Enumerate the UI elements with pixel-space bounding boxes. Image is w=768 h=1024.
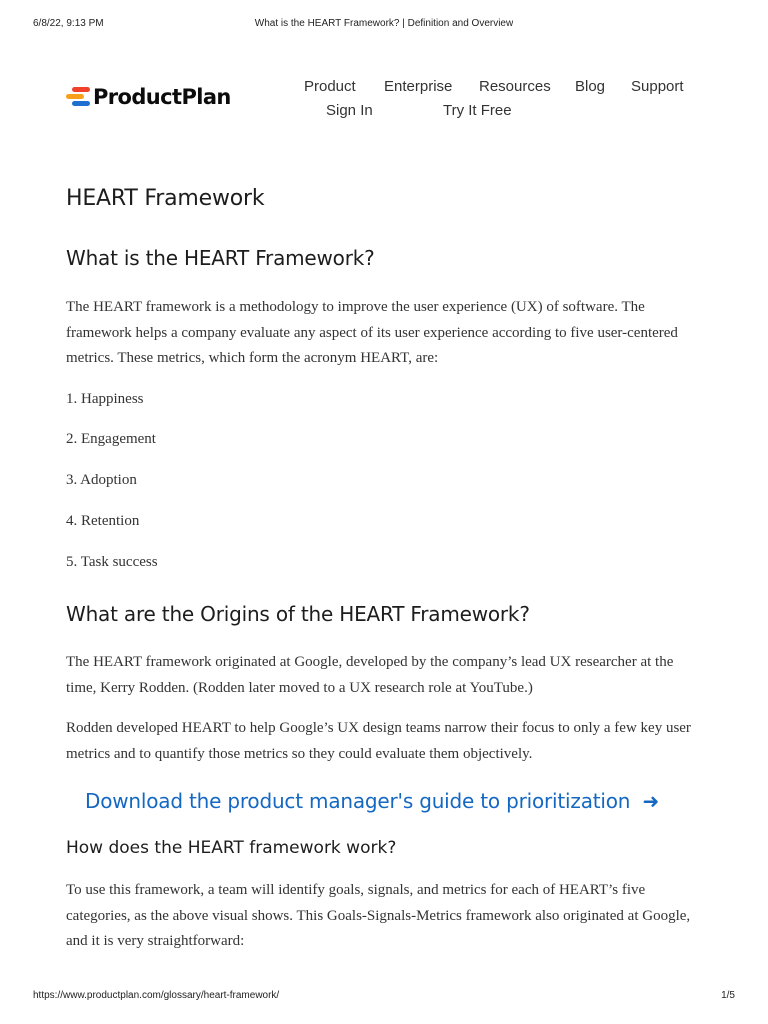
print-footer — [33, 990, 735, 1004]
nav-item-resources[interactable]: Resources — [479, 78, 551, 95]
metric-item-adoption: 3. Adoption — [66, 472, 137, 488]
print-url: https://www.productplan.com/glossary/heart-framework/ — [33, 990, 280, 1001]
productplan-logo[interactable] — [66, 84, 231, 110]
arrow-right-icon: ➜ — [642, 789, 660, 813]
productplan-logo-icon — [66, 87, 90, 107]
cta-label: Download the product manager's guide to prioritization — [85, 789, 631, 813]
heading-how-it-works: How does the HEART framework work? — [66, 838, 397, 858]
nav-item-blog[interactable]: Blog — [575, 78, 606, 95]
prioritization-guide-cta-link[interactable] — [85, 789, 659, 813]
intro-paragraph: The HEART framework is a methodology to improve the user experience (UX) of software. The framework helps a company evaluate any aspect of its user experience according to five user-centered metrics. These metrics, which form the acronym HEART, are: — [66, 299, 678, 366]
print-page-number: 1/5 — [721, 990, 735, 1001]
page-title: HEART Framework — [66, 186, 265, 211]
nav-item-product[interactable]: Product — [304, 78, 356, 95]
brand-name: ProductPlan — [93, 85, 231, 109]
heading-what-is-heart: What is the HEART Framework? — [66, 246, 375, 270]
nav-item-support[interactable]: Support — [631, 78, 684, 95]
print-header — [33, 18, 735, 32]
origins-paragraph-2: Rodden developed HEART to help Google’s UX design teams narrow their focus to only a few key user metrics and to quantify those metrics so they could evaluate them objectively. — [66, 720, 691, 762]
metric-item-engagement: 2. Engagement — [66, 431, 156, 447]
origins-paragraph-1: The HEART framework originated at Google, developed by the company’s lead UX researcher at the time, Kerry Rodden. (Rodden later moved to a UX research role at YouTube.) — [66, 654, 674, 696]
heading-origins: What are the Origins of the HEART Framework? — [66, 602, 530, 626]
metric-item-task-success: 5. Task success — [66, 554, 158, 570]
print-date: 6/8/22, 9:13 PM — [33, 18, 104, 29]
metric-item-happiness: 1. Happiness — [66, 391, 144, 407]
try-it-free-link[interactable]: Try It Free — [443, 102, 512, 119]
how-paragraph-1: To use this framework, a team will identify goals, signals, and metrics for each of HEART’s five categories, as the above visual shows. This Goals-Signals-Metrics framework also originated at Google, and it is very straightforward: — [66, 882, 691, 949]
sign-in-link[interactable]: Sign In — [326, 102, 373, 119]
nav-item-enterprise[interactable]: Enterprise — [384, 78, 453, 95]
metric-item-retention: 4. Retention — [66, 513, 140, 529]
print-doc-title: What is the HEART Framework? | Definition and Overview — [254, 18, 514, 29]
